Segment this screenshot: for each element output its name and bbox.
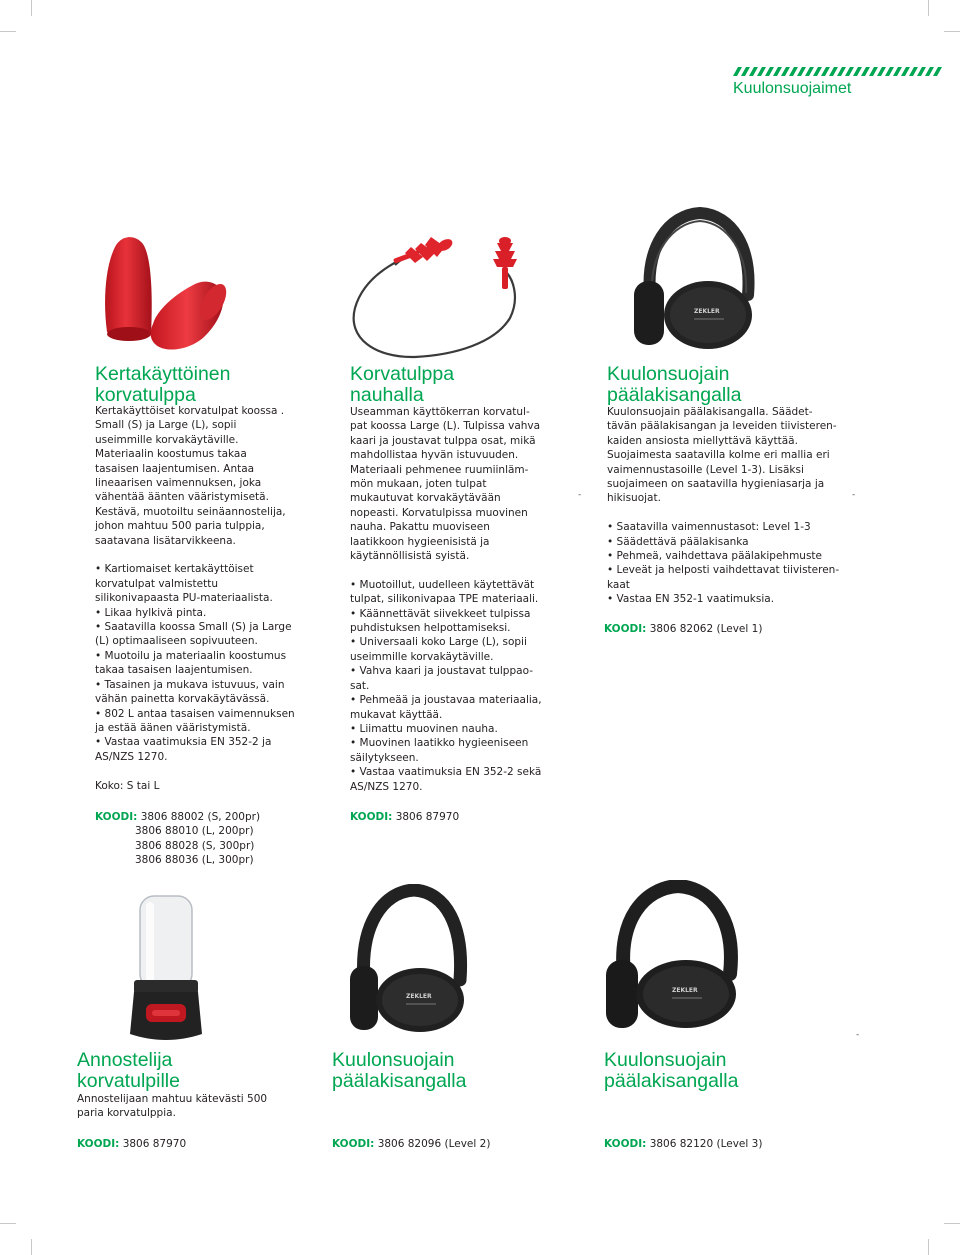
earmuff-level2-image xyxy=(346,884,476,1036)
product-description: Kuulonsuojain päälakisangalla. Säädet- tävän päälakisangan ja leveiden tiivisteren- kaiden ansiosta miellyttävä käyttää. Suojaimesta saatavilla kolme eri mallia eri vaimennustasoille (Level 1-3). Lisäksi suojaimeen on saatavilla hygieniasarja ja hikisuojat. • Saatavilla vaimennustasot: Level 1-3 • Säädettävä päälakisanka • Pehmeä, vaihdettava päälakipehmuste • Leveät ja helposti vaihdettavat tiivisteren- kaat • Vastaa EN 352-1 vaatimuksia. xyxy=(607,406,840,606)
product-title: Annostelija korvatulpille xyxy=(77,1049,180,1092)
dash-mark: - xyxy=(578,490,582,500)
crop-mark xyxy=(928,1239,929,1255)
crop-mark xyxy=(0,31,16,32)
product-title: Korvatulppa nauhalla xyxy=(350,363,455,406)
earmuff-level1-image xyxy=(628,207,768,352)
crop-mark xyxy=(928,0,929,16)
crop-mark xyxy=(0,1223,16,1224)
earplug-dispenser-image xyxy=(118,892,228,1044)
crop-mark xyxy=(31,0,32,16)
product-code: KOODI: 3806 82120 (Level 3) xyxy=(604,1138,763,1150)
foam-earplugs-image xyxy=(95,232,235,362)
product-code: KOODI: 3806 88002 (S, 200pr) 3806 88010 (L, 200pr) 3806 88028 (S, 300pr) 3806 88036 (L, 300pr) xyxy=(95,811,261,867)
product-title: Kuulonsuojain päälakisangalla xyxy=(332,1049,467,1092)
crop-mark xyxy=(944,1223,960,1224)
product-title: Kertakäyttöinen korvatulppa xyxy=(95,363,231,406)
dash-mark: - xyxy=(856,1030,860,1040)
product-code: KOODI: 3806 82096 (Level 2) xyxy=(332,1138,491,1150)
product-description: Useamman käyttökerran korvatul- pat koossa Large (L). Tulpissa vahva kaari ja joustavat tulppa osat, mikä mahdollistaa hyvän istuvuuden. Materiaali pehmenee ruumiinläm- mön mukaan, joten tulpat mukautuvat korvakäytävään nopeasti. Korvatulpissa muovinen nauha. Pakattu muoviseen laatikkoon hygieenisistä ja käytännöllisistä syistä. • Muotoillut, uudelleen käytettävät tulpat, silikonivapaa TPE materiaali. • Käännettävät siivekkeet tulpissa puhdistuksen helpottamiseksi. • Universaali koko Large (L), sopii useimmille korvakäytäville. • Vahva kaari ja joustavat tulppao- sat. • Pehmeää ja joustavaa materiaalia, mukavat käyttää. • Liimattu muovinen nauha. • Muovinen laatikko hygieeniseen säilytykseen. • Vastaa vaatimuksia EN 352-2 sekä AS/NZS 1270. xyxy=(350,406,542,793)
product-title: Kuulonsuojain päälakisangalla xyxy=(607,363,742,406)
header-stripe-decoration xyxy=(733,67,943,76)
product-code: KOODI: 3806 87970 xyxy=(350,811,460,823)
page-section-title: Kuulonsuojaimet xyxy=(733,80,852,97)
product-title: Kuulonsuojain päälakisangalla xyxy=(604,1049,739,1092)
dash-mark: - xyxy=(852,490,856,500)
corded-earplugs-image xyxy=(345,233,545,365)
crop-mark xyxy=(31,1239,32,1255)
product-code: KOODI: 3806 87970 xyxy=(77,1138,187,1150)
product-description: Annostelijaan mahtuu kätevästi 500 paria korvatulppia. xyxy=(77,1093,268,1120)
crop-mark xyxy=(944,31,960,32)
brand-text: ZEKLER xyxy=(406,993,432,1000)
product-code: KOODI: 3806 82062 (Level 1) xyxy=(604,623,763,635)
product-size: Koko: S tai L xyxy=(95,779,160,792)
product-description: Kertakäyttöiset korvatulpat koossa . Small (S) ja Large (L), sopii useimmille korvakäytäville. Materiaalin koostumus takaa tasaisen laajentumisen. Antaa lineaarisen vaimennuksen, joka vähentää äänten vääristymisetä. Kestävä, muotoiltu seinäannostelija, johon mahtuu 500 paria tulppia, saatavana lisätarvikkeena. • Kartiomaiset kertakäyttöiset korvatulpat valmistettu silikonivapaasta PU-materiaalista. • Likaa hylkivä pinta. • Saatavilla koossa Small (S) ja Large (L) optimaaliseen sopivuuteen. • Muotoilu ja materiaalin koostumus takaa tasaisen laajentumisen. • Tasainen ja mukava istuvuus, vain vähän painetta korvakäytävässä. • 802 L antaa tasaisen vaimennuksen ja estää äänen vääristymistä. • Vastaa vaatimuksia EN 352-2 ja AS/NZS 1270. Koko: S tai L xyxy=(95,405,295,792)
brand-text: ZEKLER xyxy=(694,308,720,315)
brand-text: ZEKLER xyxy=(672,987,698,994)
earmuff-level3-image xyxy=(600,880,750,1032)
